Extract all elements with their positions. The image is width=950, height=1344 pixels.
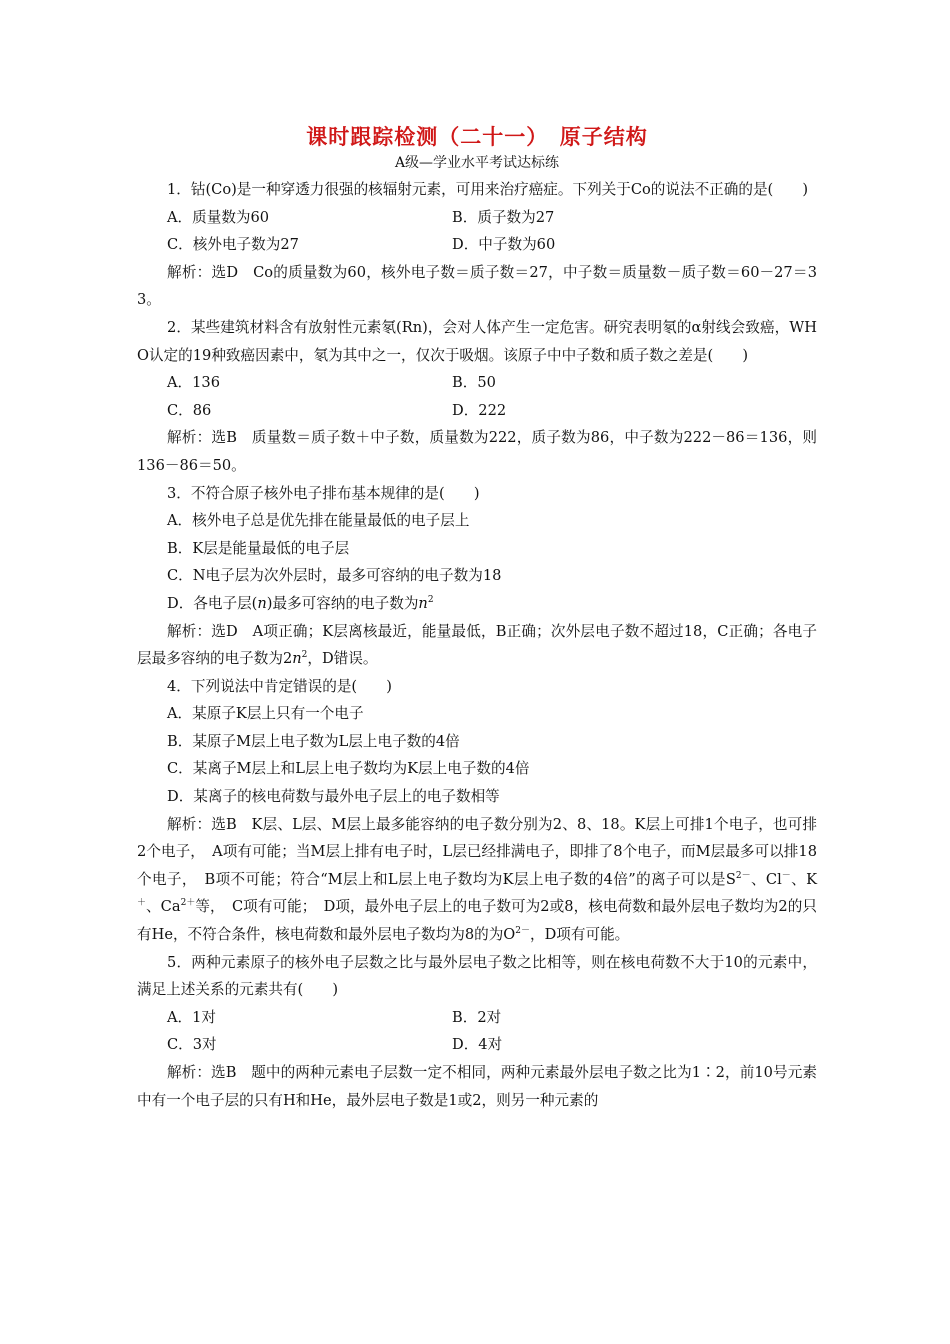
question-3-option-c: C．N电子层为次外层时，最多可容纳的电子数为18 <box>167 567 502 585</box>
text-run: 、Ca <box>146 898 181 916</box>
question-2-options-row-1 <box>137 369 817 397</box>
superscript: 2－ <box>735 870 751 881</box>
text-run: 、K <box>790 870 817 888</box>
question-3-option-a: A．核外电子总是优先排在能量最低的电子层上 <box>167 512 470 530</box>
question-5-analysis: 解析：选B 题中的两种元素电子层数一定不相同，两种元素最外层电子数之比为1∶2，前10号元素中有一个电子层的只有H和He，最外层电子数是1或2，则另一种元素的 <box>137 1064 817 1109</box>
variable-n: n <box>418 594 428 612</box>
superscript: － <box>781 870 791 881</box>
question-4-option-d: D．某离子的核电荷数与最外电子层上的电子数相等 <box>167 788 500 806</box>
superscript: 2 <box>301 650 308 661</box>
question-5-options-row-1 <box>137 1004 817 1032</box>
variable-n: n <box>292 650 302 668</box>
question-2-option-b: B．50 <box>452 374 496 392</box>
text-run: )最多可容纳的电子数为 <box>266 594 419 612</box>
question-1-option-c: C．核外电子数为27 <box>167 236 299 254</box>
text-run: ，D项有可能。 <box>530 926 630 944</box>
superscript: 2 <box>427 595 434 606</box>
text-run: 解析：选D A项正确；K层离核最近，能量最低，B正确；次外层电子数不超过18，C正确；各电子层最多容纳的电子数为2 <box>137 622 817 668</box>
question-4-option-a: A．某原子K层上只有一个电子 <box>167 705 364 723</box>
text-run: 等， C项有可能； D项，最外电子层上的电子数可为2或8，核电荷数和最外层电子数均为2的只有He，不符合条件，核电荷数和最外层电子数均为8的为O <box>137 898 817 944</box>
question-2-option-a: A．136 <box>167 374 220 392</box>
superscript: ＋ <box>137 898 147 909</box>
question-5-option-a: A．1对 <box>167 1008 217 1026</box>
question-1-option-a: A．质量数为60 <box>167 208 270 226</box>
question-5-option-b: B．2对 <box>452 1008 502 1026</box>
question-2-options-row-2 <box>137 397 817 425</box>
question-5-option-d: D．4对 <box>452 1036 503 1054</box>
question-3-analysis <box>137 618 817 673</box>
question-5-stem: 5．两种元素原子的核外电子层数之比与最外层电子数之比相等，则在核电荷数不大于10的元素中，满足上述关系的元素共有( ) <box>137 953 817 999</box>
question-4-option-c: C．某离子M层上和L层上电子数均为K层上电子数的4倍 <box>167 760 530 778</box>
question-1-option-b: B．质子数为27 <box>452 208 555 226</box>
question-4-stem: 4．下列说法中肯定错误的是( ) <box>167 677 392 695</box>
question-1-analysis: 解析：选D Co的质量数为60，核外电子数＝质子数＝27，中子数＝质量数－质子数＝60－27＝33。 <box>137 263 817 309</box>
superscript: 2－ <box>515 926 531 937</box>
text-run: D．各电子层( <box>167 594 258 612</box>
question-5-option-c: C．3对 <box>167 1036 217 1054</box>
question-4-option-b: B．某原子M层上电子数为L层上电子数的4倍 <box>167 732 460 750</box>
page-title: 课时跟踪检测（二十一） 原子结构 <box>306 124 648 149</box>
question-5-options-row-2 <box>137 1031 817 1059</box>
variable-n: n <box>257 594 267 612</box>
question-3-stem: 3．不符合原子核外电子排布基本规律的是( ) <box>167 484 480 502</box>
document-page <box>137 122 817 1114</box>
text-run: 解析：选B K层、L层、M层上最多能容纳的电子数分别为2、8、18。K层上可排1个电子，也可排2个电子， A项有可能；当M层上排有电子时，L层已经排满电子，即排了8个电子，而M层最多可以排18个电子， B项不可能；符合“M层上和L层上电子数均为K层上电子数的4倍”的离子可以是S <box>137 815 817 888</box>
question-2-option-d: D．222 <box>452 401 507 419</box>
text-run: 、Cl <box>750 870 782 888</box>
question-3-option-b: B．K层是能量最低的电子层 <box>167 539 350 557</box>
section-subtitle: A级—学业水平考试达标练 <box>394 155 560 171</box>
question-2-analysis: 解析：选B 质量数＝质子数＋中子数，质量数为222，质子数为86，中子数为222－86＝136，则136－86＝50。 <box>137 429 817 474</box>
question-1-options-row-1 <box>137 204 817 232</box>
question-3-option-d <box>137 590 817 618</box>
question-1-option-d: D．中子数为60 <box>452 236 556 254</box>
question-4-analysis <box>137 811 817 949</box>
question-1-stem: 1．钴(Co)是一种穿透力很强的核辐射元素，可用来治疗癌症。下列关于Co的说法不正确的是( ) <box>167 181 809 198</box>
text-run: ，D错误。 <box>307 650 378 668</box>
superscript: 2＋ <box>180 898 196 909</box>
question-2-stem: 2．某些建筑材料含有放射性元素氡(Rn)，会对人体产生一定危害。研究表明氡的α射线会致癌，WHO认定的19种致癌因素中，氡为其中之一，仅次于吸烟。该原子中中子数和质子数之差是( ) <box>137 318 817 364</box>
question-2-option-c: C．86 <box>167 401 212 419</box>
question-1-options-row-2 <box>137 231 817 259</box>
